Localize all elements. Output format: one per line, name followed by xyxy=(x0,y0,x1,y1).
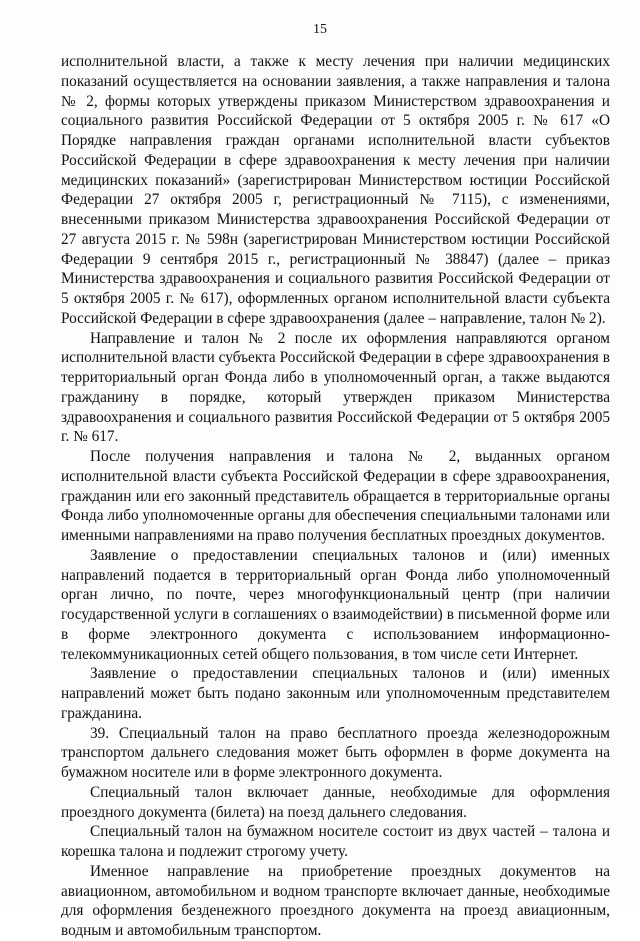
paragraph-continuation: исполнительной власти, а также к месту лечения при наличии медицинских показаний осуществляется на основании заявления, а также направления и талона № 2, формы которых утверждены приказом Министерством здравоохранения и социального развития Российской Федерации от 5 октября 2005 г. № 617 «О Порядке направления граждан органами исполнительной власти субъектов Российской Федерации в сфере здравоохранения к месту лечения при наличии медицинских показаний» (зарегистрирован Министерством юстиции Российской Федерации 27 октября 2005 г, регистрационный № 7115), с изменениями, внесенными приказом Министерства здравоохранения Российской Федерации от 27 августа 2015 г. № 598н (зарегистрирован Министерством юстиции Российской Федерации 9 сентября 2015 г., регистрационный № 38847) (далее – приказ Министерства здравоохранения и социального развития Российской Федерации от 5 октября 2005 г. № 617), оформленных органом исполнительной власти субъекта Российской Федерации в сфере здравоохранения (далее – направление, талон № 2). xyxy=(61,53,610,327)
paragraph-item-39: 39. Специальный талон на право бесплатного проезда железнодорожным транспортом дальнего следования может быть оформлен в форме документа на бумажном носителе или в форме электронного документа. xyxy=(61,724,610,781)
paragraph-after-receipt: После получения направления и талона № 2, выданных органом исполнительной власти субъекта Российской Федерации в сфере здравоохранения, гражданин или его законный представитель обращается в территориальные органы Фонда либо уполномоченные органы для обеспечения специальными талонами или именными направлениями на право получения бесплатных проездных документов. xyxy=(61,448,610,544)
paragraph-named-referral: Именное направление на приобретение проездных документов на авиационном, автомобильном и водном транспорте включает данные, необходимые для оформления безденежного проездного документа на проезд авиационным, водным и автомобильным транспортом. xyxy=(61,862,610,939)
paragraph-application-submission: Заявление о предоставлении специальных талонов и (или) именных направлений подается в территориальный орган Фонда либо уполномоченный орган лично, по почте, через многофункциональный центр (при наличии государственной услуги в соглашениях о взаимодействии) в письменной форме или в форме электронного документа с использованием информационно-телекоммуникационных сетей общего пользования, в том числе сети Интернет. xyxy=(61,546,610,663)
paragraph-application-representative: Заявление о предоставлении специальных талонов и (или) именных направлений может быть подано законным или уполномоченным представителем гражданина. xyxy=(61,665,610,722)
paragraph-referral-issuance: Направление и талон № 2 после их оформления направляются органом исполнительной власти субъекта Российской Федерации в сфере здравоохранения в территориальный орган Фонда либо в уполномоченный орган, а также выдаются гражданину в порядке, который утвержден приказом Министерства здравоохранения и социального развития Российской Федерации от 5 октября 2005 г. № 617. xyxy=(61,329,610,446)
paragraph-ticket-contents: Специальный талон включает данные, необходимые для оформления проездного документа (билета) на поезд дальнего следования. xyxy=(61,783,610,821)
paragraph-paper-ticket-parts: Специальный талон на бумажном носителе состоит из двух частей – талона и корешка талона и подлежит строгому учету. xyxy=(61,823,610,860)
document-body xyxy=(61,52,610,941)
page-number: 15 xyxy=(313,22,327,37)
